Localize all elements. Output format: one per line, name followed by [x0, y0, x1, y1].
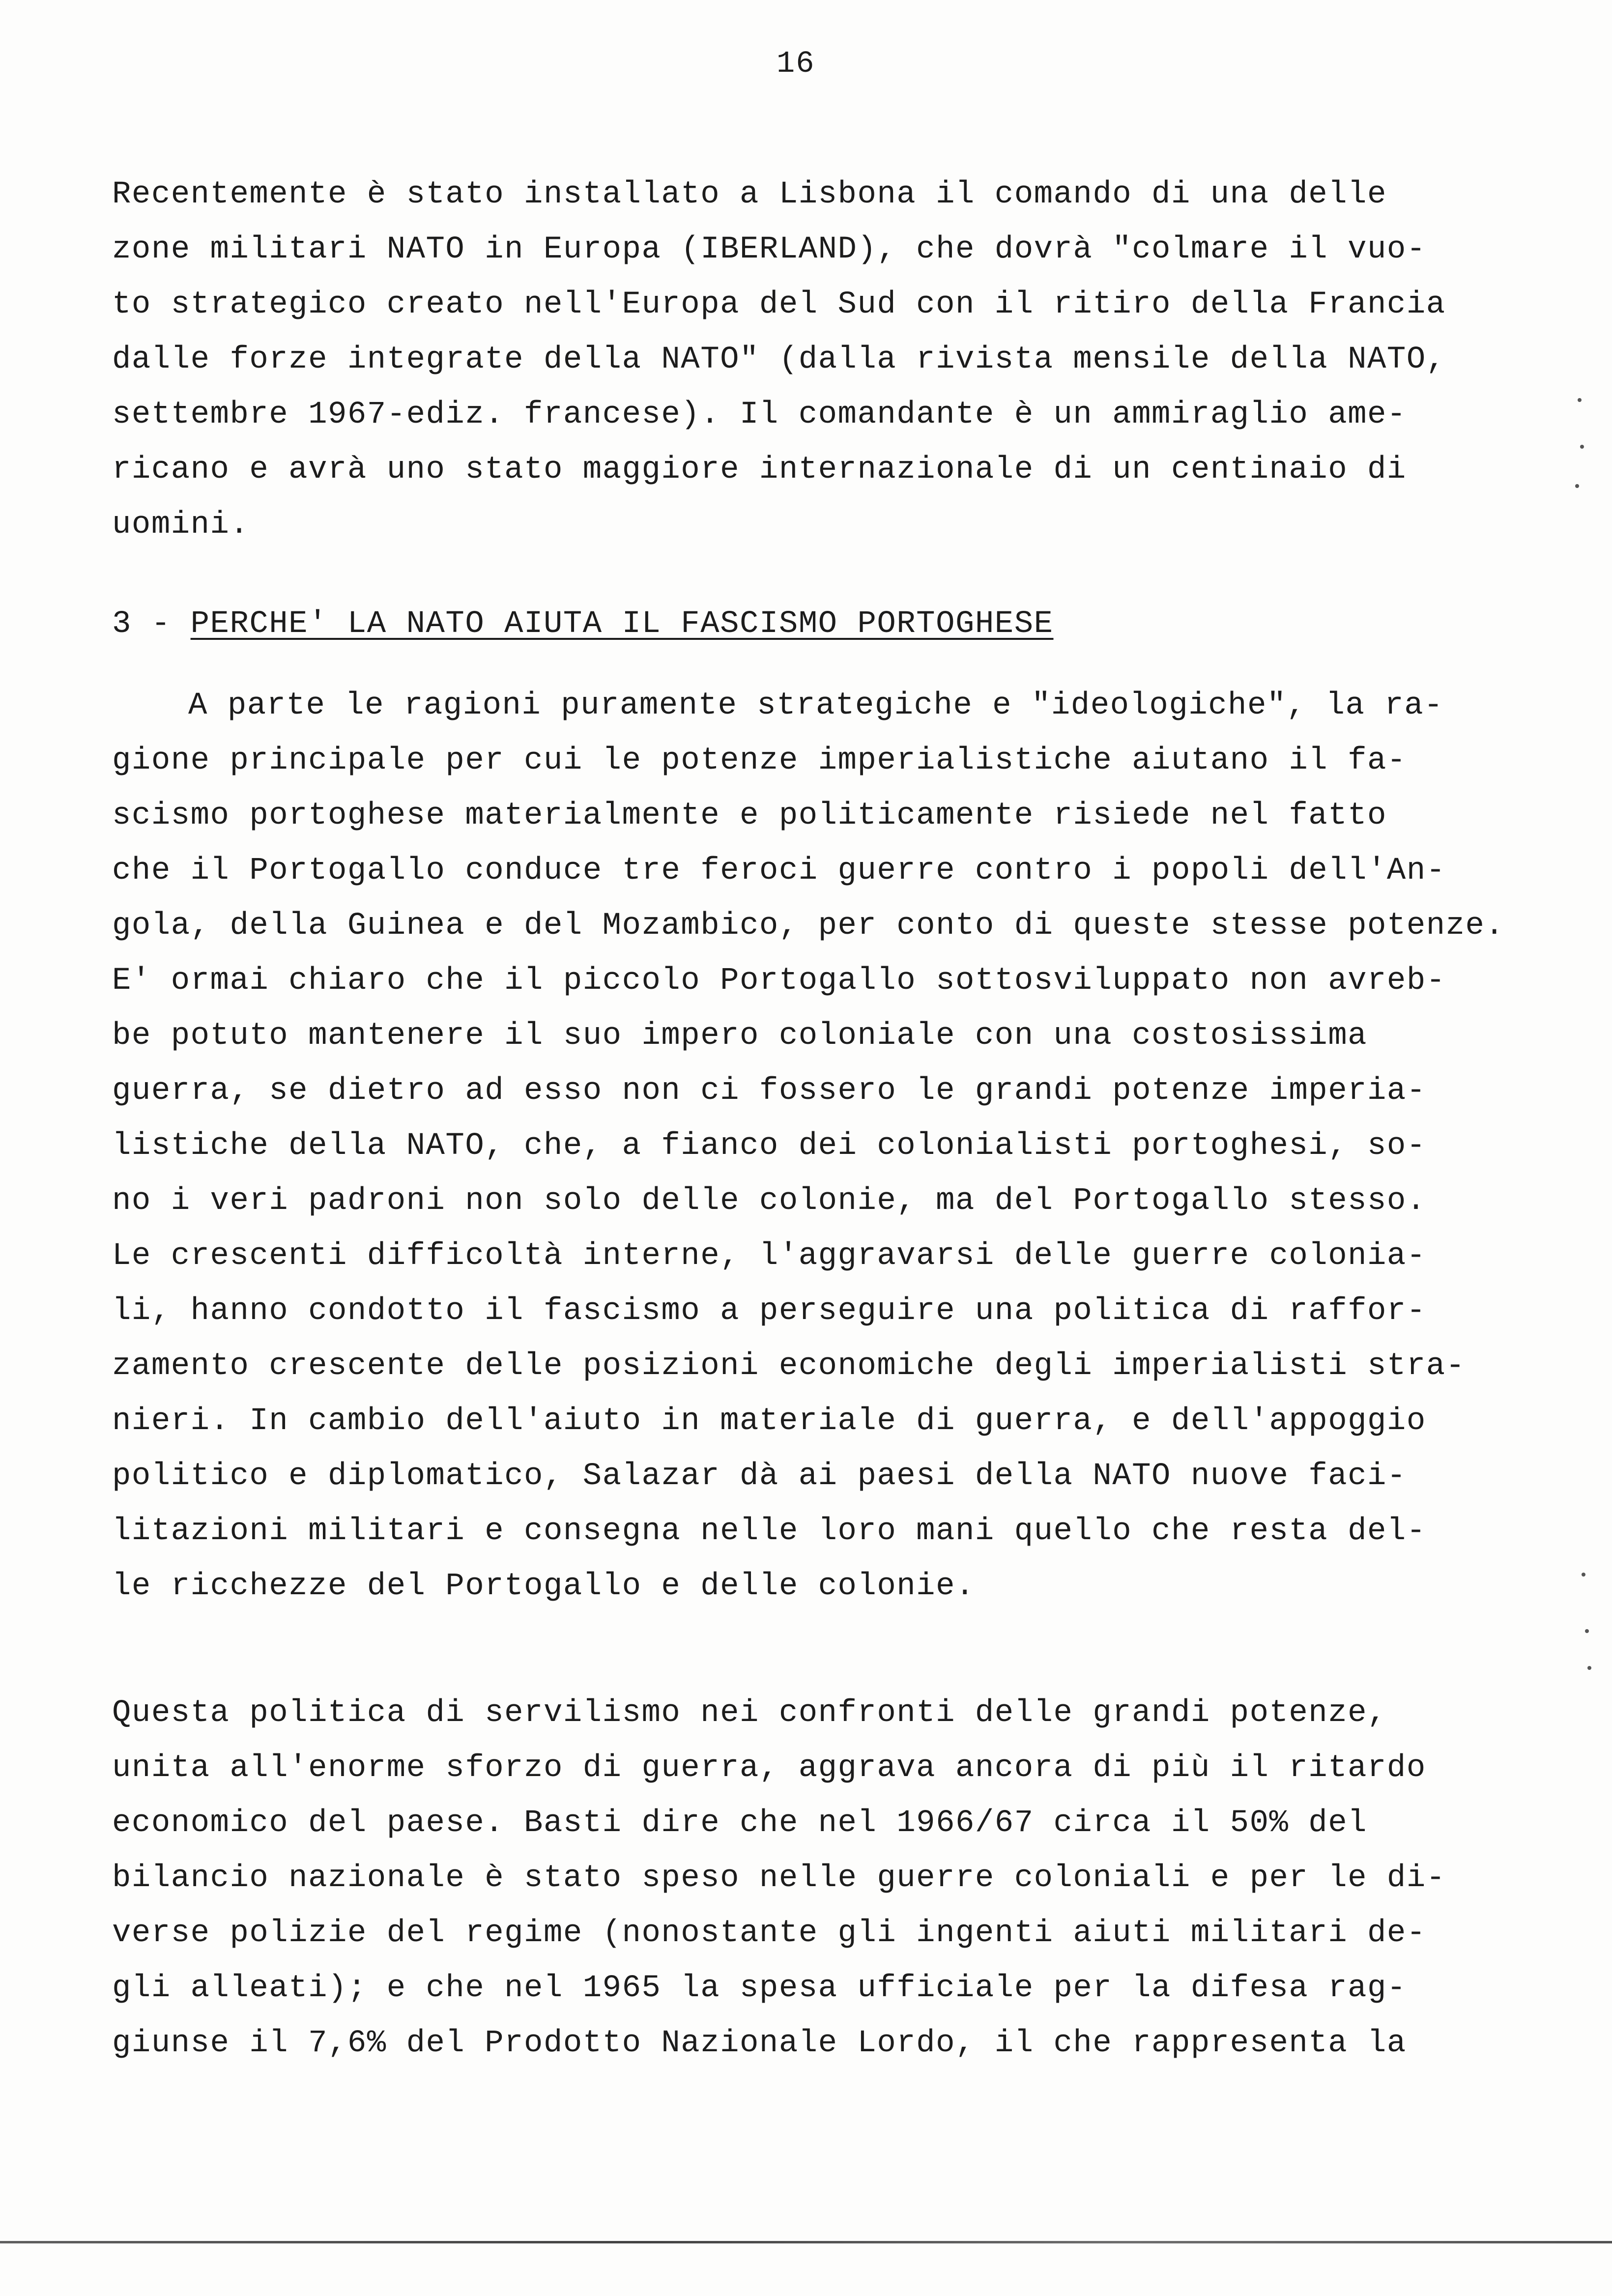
text-line: verse polizie del regime (nonostante gli ingenti aiuti militari de-: [112, 1916, 1426, 1951]
text-line: settembre 1967-ediz. francese). Il comandante è un ammiraglio ame-: [112, 397, 1407, 432]
page-number: 16: [777, 46, 815, 81]
scan-speck: [1585, 1629, 1589, 1633]
bottom-rule: [0, 2241, 1612, 2243]
text-line: che il Portogallo conduce tre feroci guerre contro i popoli dell'An-: [112, 853, 1446, 889]
text-line: Questa politica di servilismo nei confronti delle grandi potenze,: [112, 1695, 1387, 1731]
text-line: le ricchezze del Portogallo e delle colonie.: [112, 1569, 975, 1604]
text-line: politico e diplomatico, Salazar dà ai paesi della NATO nuove faci-: [112, 1459, 1407, 1494]
text-line: uomini.: [112, 507, 250, 543]
text-line: to strategico creato nell'Europa del Sud con il ritiro della Francia: [112, 287, 1446, 322]
text-line: li, hanno condotto il fascismo a perseguire una politica di raffor-: [112, 1293, 1426, 1329]
scan-speck: [1578, 398, 1582, 402]
text-line: A parte le ragioni puramente strategiche e "ideologiche", la ra-: [188, 688, 1443, 723]
section-number: 3 -: [112, 606, 191, 642]
section-heading: [112, 602, 1054, 646]
text-line: no i veri padroni non solo delle colonie, ma del Portogallo stesso.: [112, 1183, 1426, 1219]
text-line: unita all'enorme sforzo di guerra, aggrava ancora di più il ritardo: [112, 1751, 1426, 1786]
paragraph-3: [112, 1686, 1527, 2071]
scan-speck: [1580, 445, 1584, 449]
text-line: listiche della NATO, che, a fianco dei colonialisti portoghesi, so-: [112, 1128, 1426, 1164]
text-line: gione principale per cui le potenze imperialistiche aiutano il fa-: [112, 743, 1407, 778]
text-line: gola, della Guinea e del Mozambico, per conto di queste stesse potenze.: [112, 908, 1505, 944]
text-line: be potuto mantenere il suo impero coloniale con una costosissima: [112, 1018, 1367, 1054]
section-title: PERCHE' LA NATO AIUTA IL FASCISMO PORTOGHESE: [190, 606, 1054, 642]
scan-speck: [1575, 484, 1579, 488]
text-line: dalle forze integrate della NATO" (dalla rivista mensile della NATO,: [112, 342, 1446, 377]
text-line: E' ormai chiaro che il piccolo Portogallo sottosviluppato non avreb-: [112, 963, 1446, 999]
text-line: litazioni militari e consegna nelle loro mani quello che resta del-: [112, 1514, 1426, 1549]
paragraph-2: [112, 678, 1527, 1614]
text-line: Recentemente è stato installato a Lisbona il comando di una delle: [112, 177, 1387, 212]
text-line: scismo portoghese materialmente e politicamente risiede nel fatto: [112, 798, 1387, 833]
text-line: zone militari NATO in Europa (IBERLAND), che dovrà "colmare il vuo-: [112, 232, 1426, 267]
text-line: gli alleati); e che nel 1965 la spesa ufficiale per la difesa rag-: [112, 1971, 1407, 2006]
scan-speck: [1582, 1573, 1585, 1577]
text-line: nieri. In cambio dell'aiuto in materiale di guerra, e dell'appoggio: [112, 1404, 1426, 1439]
text-line: Le crescenti difficoltà interne, l'aggravarsi delle guerre colonia-: [112, 1238, 1426, 1274]
text-line: giunse il 7,6% del Prodotto Nazionale Lordo, il che rappresenta la: [112, 2026, 1407, 2061]
text-line: ricano e avrà uno stato maggiore internazionale di un centinaio di: [112, 452, 1407, 488]
text-line: zamento crescente delle posizioni economiche degli imperialisti stra-: [112, 1349, 1466, 1384]
text-line: economico del paese. Basti dire che nel 1966/67 circa il 50% del: [112, 1806, 1367, 1841]
text-line: bilancio nazionale è stato speso nelle guerre coloniali e per le di-: [112, 1861, 1446, 1896]
text-line: guerra, se dietro ad esso non ci fossero le grandi potenze imperia-: [112, 1073, 1426, 1109]
scan-speck: [1587, 1666, 1591, 1670]
paragraph-1: [112, 167, 1527, 552]
